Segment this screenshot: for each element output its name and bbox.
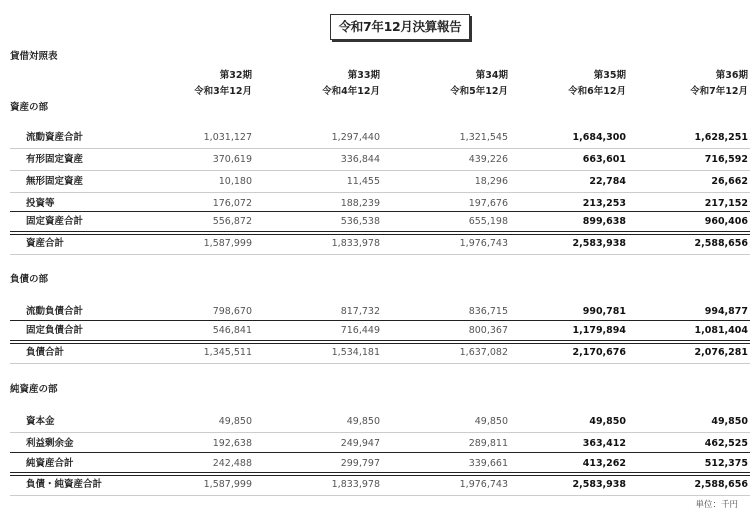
col-date-35: 令和6年12月 <box>568 86 626 97</box>
table-row <box>10 453 750 474</box>
row-label: 流動負債合計 <box>26 306 84 317</box>
cell-value: 2,076,281 <box>694 347 748 358</box>
cell-value: 716,592 <box>704 154 748 165</box>
cell-value: 188,239 <box>340 198 380 209</box>
cell-value: 1,081,404 <box>694 325 748 336</box>
cell-value: 176,072 <box>212 198 252 209</box>
report-title: 令和7年12月決算報告 <box>330 14 470 40</box>
cell-value: 1,587,999 <box>203 238 252 249</box>
cell-value: 363,412 <box>582 438 626 449</box>
cell-value: 192,638 <box>212 438 252 449</box>
cell-value: 1,534,181 <box>331 347 380 358</box>
cell-value: 512,375 <box>704 458 748 469</box>
col-period-35: 第35期 <box>593 70 626 81</box>
cell-value: 1,976,743 <box>459 479 508 490</box>
cell-value: 2,583,938 <box>572 479 626 490</box>
row-label: 投資等 <box>26 198 55 209</box>
table-row <box>10 411 750 432</box>
row-label: 利益剰余金 <box>26 438 74 449</box>
cell-value: 1,628,251 <box>694 132 748 143</box>
cell-value: 1,031,127 <box>203 132 252 143</box>
row-divider <box>10 363 750 364</box>
cell-value: 2,170,676 <box>572 347 626 358</box>
section-title: 貸借対照表 <box>10 51 58 62</box>
cell-value: 26,662 <box>711 176 748 187</box>
assets-heading: 資産の部 <box>10 102 49 113</box>
cell-value: 1,297,440 <box>331 132 380 143</box>
cell-value: 22,784 <box>589 176 626 187</box>
cell-value: 336,844 <box>340 154 380 165</box>
net-assets-heading: 純資産の部 <box>10 384 58 395</box>
cell-value: 556,872 <box>212 216 252 227</box>
cell-value: 49,850 <box>474 416 508 427</box>
col-date-33: 令和4年12月 <box>322 86 380 97</box>
cell-value: 242,488 <box>212 458 252 469</box>
cell-value: 299,797 <box>340 458 380 469</box>
cell-value: 49,850 <box>711 416 748 427</box>
row-divider <box>10 254 750 255</box>
cell-value: 18,296 <box>474 176 508 187</box>
row-label: 資本金 <box>26 416 55 427</box>
row-label: 負債・純資産合計 <box>26 479 103 490</box>
col-period-32: 第32期 <box>219 70 252 81</box>
cell-value: 10,180 <box>218 176 252 187</box>
cell-value: 217,152 <box>704 198 748 209</box>
cell-value: 413,262 <box>582 458 626 469</box>
cell-value: 536,538 <box>340 216 380 227</box>
table-row <box>10 301 750 322</box>
cell-value: 289,811 <box>468 438 508 449</box>
col-date-34: 令和5年12月 <box>450 86 508 97</box>
cell-value: 197,676 <box>468 198 508 209</box>
table-row <box>10 149 750 170</box>
table-row <box>10 320 750 341</box>
cell-value: 1,321,545 <box>459 132 508 143</box>
cell-value: 49,850 <box>346 416 380 427</box>
cell-value: 2,588,656 <box>694 238 748 249</box>
cell-value: 990,781 <box>582 306 626 317</box>
row-label: 流動資産合計 <box>26 132 84 143</box>
cell-value: 994,877 <box>704 306 748 317</box>
cell-value: 339,661 <box>468 458 508 469</box>
row-label: 有形固定資産 <box>26 154 84 165</box>
cell-value: 899,638 <box>582 216 626 227</box>
row-label: 負債合計 <box>26 347 65 358</box>
cell-value: 1,833,978 <box>331 238 380 249</box>
unit-label: 単位：千円 <box>695 500 738 510</box>
cell-value: 462,525 <box>704 438 748 449</box>
cell-value: 1,179,894 <box>572 325 626 336</box>
row-label: 純資産合計 <box>26 458 74 469</box>
table-row <box>10 171 750 192</box>
cell-value: 1,833,978 <box>331 479 380 490</box>
table-row <box>10 474 750 495</box>
cell-value: 798,670 <box>212 306 252 317</box>
cell-value: 49,850 <box>589 416 626 427</box>
cell-value: 817,732 <box>340 306 380 317</box>
col-date-32: 令和3年12月 <box>194 86 252 97</box>
cell-value: 546,841 <box>212 325 252 336</box>
cell-value: 1,345,511 <box>203 347 252 358</box>
cell-value: 960,406 <box>704 216 748 227</box>
row-label: 固定資産合計 <box>26 216 84 227</box>
cell-value: 1,587,999 <box>203 479 252 490</box>
row-label: 固定負債合計 <box>26 325 84 336</box>
cell-value: 2,583,938 <box>572 238 626 249</box>
cell-value: 370,619 <box>212 154 252 165</box>
table-row <box>10 211 750 232</box>
row-label: 資産合計 <box>26 238 65 249</box>
cell-value: 1,976,743 <box>459 238 508 249</box>
table-row <box>10 433 750 454</box>
cell-value: 1,684,300 <box>572 132 626 143</box>
cell-value: 716,449 <box>340 325 380 336</box>
row-label: 無形固定資産 <box>26 176 84 187</box>
cell-value: 49,850 <box>218 416 252 427</box>
cell-value: 11,455 <box>346 176 380 187</box>
liabilities-heading: 負債の部 <box>10 274 49 285</box>
col-period-36: 第36期 <box>715 70 748 81</box>
cell-value: 800,367 <box>468 325 508 336</box>
cell-value: 2,588,656 <box>694 479 748 490</box>
table-row <box>10 233 750 254</box>
col-date-36: 令和7年12月 <box>690 86 748 97</box>
col-period-34: 第34期 <box>475 70 508 81</box>
row-divider <box>10 495 750 496</box>
cell-value: 1,637,082 <box>459 347 508 358</box>
cell-value: 439,226 <box>468 154 508 165</box>
col-period-33: 第33期 <box>347 70 380 81</box>
cell-value: 836,715 <box>468 306 508 317</box>
cell-value: 213,253 <box>582 198 626 209</box>
cell-value: 663,601 <box>582 154 626 165</box>
table-row <box>10 342 750 363</box>
cell-value: 655,198 <box>468 216 508 227</box>
table-row <box>10 127 750 148</box>
cell-value: 249,947 <box>340 438 380 449</box>
